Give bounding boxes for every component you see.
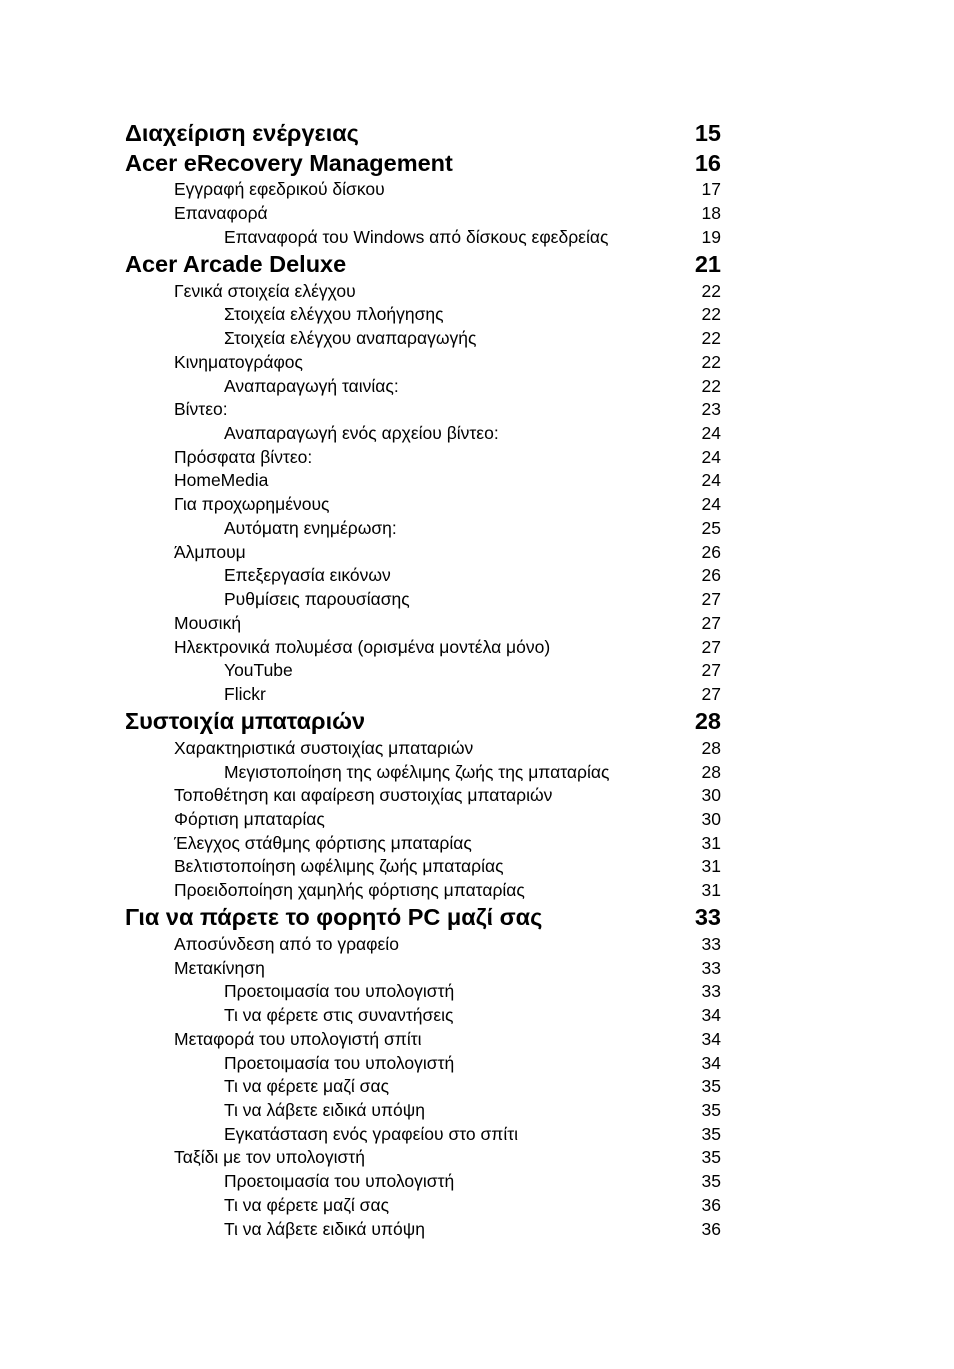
toc-entry-level-2 bbox=[0, 202, 954, 224]
toc-entry-level-3 bbox=[0, 375, 954, 397]
toc-entry-title: Flickr bbox=[224, 684, 266, 704]
toc-entry-page-number: 31 bbox=[701, 856, 721, 876]
toc-entry-page-number: 35 bbox=[701, 1147, 721, 1167]
toc-entry-title: Τι να λάβετε ειδικά υπόψη bbox=[224, 1219, 425, 1239]
toc-entry-page-number: 23 bbox=[701, 399, 721, 419]
toc-entry-page-number: 28 bbox=[701, 738, 721, 758]
toc-entry-page-number: 30 bbox=[701, 809, 721, 829]
toc-entry-page-number: 19 bbox=[701, 227, 721, 247]
toc-entry-level-3 bbox=[0, 761, 954, 783]
toc-entry-title: Εγκατάσταση ενός γραφείου στο σπίτι bbox=[224, 1124, 519, 1144]
toc-entry-page-number: 27 bbox=[701, 589, 721, 609]
toc-entry-page-number: 24 bbox=[701, 447, 721, 467]
toc-entry-page-number: 26 bbox=[701, 542, 721, 562]
toc-entry-level-2 bbox=[0, 612, 954, 634]
toc-entry-level-3 bbox=[0, 303, 954, 325]
toc-entry-page-number: 18 bbox=[701, 203, 721, 223]
toc-entry-page-number: 33 bbox=[701, 981, 721, 1001]
toc-entry-title: Προετοιμασία του υπολογιστή bbox=[224, 981, 455, 1001]
toc-entry-level-3 bbox=[0, 1218, 954, 1240]
toc-entry-level-1 bbox=[0, 119, 954, 147]
toc-entry-title: Αποσύνδεση από το γραφείο bbox=[174, 934, 399, 954]
toc-entry-level-2 bbox=[0, 469, 954, 491]
toc-entry-title: Acer Arcade Deluxe bbox=[125, 251, 347, 277]
toc-entry-page-number: 16 bbox=[694, 150, 721, 176]
toc-entry-page-number: 26 bbox=[701, 565, 721, 585]
toc-entry-page-number: 22 bbox=[701, 304, 721, 324]
toc-entry-page-number: 35 bbox=[701, 1171, 721, 1191]
toc-entry-page-number: 15 bbox=[694, 120, 721, 146]
toc-entry-page-number: 27 bbox=[701, 613, 721, 633]
toc-entry-level-2 bbox=[0, 808, 954, 830]
toc-entry-page-number: 33 bbox=[701, 958, 721, 978]
toc-entry-page-number: 34 bbox=[701, 1005, 721, 1025]
toc-entry-level-2 bbox=[0, 636, 954, 658]
toc-entry-title: Συστοιχία μπαταριών bbox=[125, 708, 366, 734]
toc-entry-title: Επαναφορά bbox=[174, 203, 268, 223]
toc-entry-level-2 bbox=[0, 446, 954, 468]
toc-entry-title: Βίντεο: bbox=[174, 399, 228, 419]
toc-entry-title: Στοιχεία ελέγχου πλοήγησης bbox=[224, 304, 444, 324]
toc-entry-title: Τι να φέρετε μαζί σας bbox=[224, 1195, 390, 1215]
toc-entry-title: Προετοιμασία του υπολογιστή bbox=[224, 1171, 455, 1191]
toc-entry-title: Έλεγχος στάθμης φόρτισης μπαταρίας bbox=[174, 833, 472, 853]
toc-entry-page-number: 35 bbox=[701, 1100, 721, 1120]
toc-entry-level-2 bbox=[0, 541, 954, 563]
toc-entry-level-3 bbox=[0, 517, 954, 539]
toc-entry-level-2 bbox=[0, 784, 954, 806]
toc-entry-level-2 bbox=[0, 933, 954, 955]
toc-entry-level-3 bbox=[0, 588, 954, 610]
toc-entry-title: Τι να φέρετε στις συναντήσεις bbox=[224, 1005, 454, 1025]
toc-entry-page-number: 36 bbox=[701, 1195, 721, 1215]
toc-entry-level-2 bbox=[0, 737, 954, 759]
toc-entry-page-number: 25 bbox=[701, 518, 721, 538]
toc-entry-page-number: 24 bbox=[701, 470, 721, 490]
toc-entry-title: Τι να φέρετε μαζί σας bbox=[224, 1076, 390, 1096]
toc-entry-title: Γενικά στοιχεία ελέγχου bbox=[174, 281, 356, 301]
toc-entry-page-number: 31 bbox=[701, 880, 721, 900]
toc-entry-level-3 bbox=[0, 1170, 954, 1192]
toc-entry-level-1 bbox=[0, 149, 954, 177]
toc-entry-title: Επαναφορά του Windows από δίσκους εφεδρείας bbox=[224, 227, 609, 247]
toc-entry-level-2 bbox=[0, 280, 954, 302]
toc-entry-page-number: 33 bbox=[701, 934, 721, 954]
toc-entry-title: Τι να λάβετε ειδικά υπόψη bbox=[224, 1100, 425, 1120]
toc-entry-level-3 bbox=[0, 1194, 954, 1216]
toc-entry-level-3 bbox=[0, 1004, 954, 1026]
toc-entry-title: Ταξίδι με τον υπολογιστή bbox=[174, 1147, 365, 1167]
toc-entry-level-1 bbox=[0, 903, 954, 931]
toc-entry-level-3 bbox=[0, 683, 954, 705]
toc-entry-title: Βελτιστοποίηση ωφέλιμης ζωής μπαταρίας bbox=[174, 856, 504, 876]
toc-entry-page-number: 33 bbox=[694, 904, 721, 930]
toc-entry-title: Μεταφορά του υπολογιστή σπίτι bbox=[174, 1029, 422, 1049]
toc-entry-level-3 bbox=[0, 659, 954, 681]
toc-entry-page-number: 17 bbox=[701, 179, 721, 199]
toc-entry-level-3 bbox=[0, 1099, 954, 1121]
toc-entry-level-1 bbox=[0, 707, 954, 735]
toc-entry-page-number: 22 bbox=[701, 328, 721, 348]
toc-entry-title: Ρυθμίσεις παρουσίασης bbox=[224, 589, 410, 609]
toc-entry-page-number: 36 bbox=[701, 1219, 721, 1239]
toc-entry-level-2 bbox=[0, 879, 954, 901]
toc-entry-level-3 bbox=[0, 1075, 954, 1097]
toc-entry-title: Διαχείριση ενέργειας bbox=[125, 120, 359, 146]
toc-entry-level-3 bbox=[0, 422, 954, 444]
toc-entry-title: Χαρακτηριστικά συστοιχίας μπαταριών bbox=[174, 738, 474, 758]
toc-entry-page-number: 30 bbox=[701, 785, 721, 805]
toc-entry-title: Πρόσφατα βίντεο: bbox=[174, 447, 313, 467]
toc-entry-level-2 bbox=[0, 493, 954, 515]
toc-entry-title: Στοιχεία ελέγχου αναπαραγωγής bbox=[224, 328, 477, 348]
toc-entry-page-number: 21 bbox=[694, 251, 721, 277]
toc-entry-page-number: 34 bbox=[701, 1053, 721, 1073]
toc-entry-title: Ηλεκτρονικά πολυμέσα (ορισμένα μοντέλα μόνο) bbox=[174, 637, 551, 657]
toc-entry-title: Φόρτιση μπαταρίας bbox=[174, 809, 325, 829]
toc-entry-level-3 bbox=[0, 1123, 954, 1145]
toc-entry-level-2 bbox=[0, 1028, 954, 1050]
toc-entry-title: Προειδοποίηση χαμηλής φόρτισης μπαταρίας bbox=[174, 880, 525, 900]
toc-entry-title: Τοποθέτηση και αφαίρεση συστοιχίας μπαταριών bbox=[174, 785, 553, 805]
toc-entry-level-3 bbox=[0, 564, 954, 586]
toc-entry-title: Κινηματογράφος bbox=[174, 352, 303, 372]
toc-entry-page-number: 22 bbox=[701, 352, 721, 372]
toc-entry-title: Προετοιμασία του υπολογιστή bbox=[224, 1053, 455, 1073]
toc-entry-page-number: 27 bbox=[701, 684, 721, 704]
toc-entry-title: Μουσική bbox=[174, 613, 242, 633]
toc-entry-level-2 bbox=[0, 957, 954, 979]
toc-entry-level-2 bbox=[0, 351, 954, 373]
toc-entry-title: Εγγραφή εφεδρικού δίσκου bbox=[174, 179, 385, 199]
toc-entry-page-number: 28 bbox=[694, 708, 721, 734]
toc-entry-level-2 bbox=[0, 832, 954, 854]
toc-entry-level-3 bbox=[0, 980, 954, 1002]
toc-entry-title: YouTube bbox=[224, 660, 293, 680]
toc-entry-title: Για προχωρημένους bbox=[174, 494, 330, 514]
toc-entry-level-2 bbox=[0, 855, 954, 877]
toc-entry-title: Αναπαραγωγή ταινίας: bbox=[224, 376, 399, 396]
toc-entry-page-number: 35 bbox=[701, 1124, 721, 1144]
toc-entry-title: Αναπαραγωγή ενός αρχείου βίντεο: bbox=[224, 423, 499, 443]
toc-entry-page-number: 22 bbox=[701, 281, 721, 301]
toc-entry-page-number: 24 bbox=[701, 423, 721, 443]
toc-entry-title: HomeMedia bbox=[174, 470, 269, 490]
toc-entry-title: Για να πάρετε το φορητό PC μαζί σας bbox=[125, 904, 543, 930]
toc-entry-page-number: 35 bbox=[701, 1076, 721, 1096]
toc-entry-title: Μετακίνηση bbox=[174, 958, 265, 978]
toc-entry-level-3 bbox=[0, 1052, 954, 1074]
toc-entry-level-3 bbox=[0, 327, 954, 349]
toc-entry-level-2 bbox=[0, 398, 954, 420]
toc-entry-title: Επεξεργασία εικόνων bbox=[224, 565, 391, 585]
toc-entry-title: Μεγιστοποίηση της ωφέλιμης ζωής της μπαταρίας bbox=[224, 762, 610, 782]
toc-entry-page-number: 27 bbox=[701, 637, 721, 657]
toc-entry-level-2 bbox=[0, 1146, 954, 1168]
toc-entry-level-3 bbox=[0, 226, 954, 248]
toc-entry-title: Αυτόματη ενημέρωση: bbox=[224, 518, 397, 538]
toc-entry-title: Acer eRecovery Management bbox=[125, 150, 453, 176]
toc-entry-page-number: 28 bbox=[701, 762, 721, 782]
toc-entry-page-number: 34 bbox=[701, 1029, 721, 1049]
toc-entry-level-1 bbox=[0, 250, 954, 278]
toc-entry-page-number: 22 bbox=[701, 376, 721, 396]
toc-entry-level-2 bbox=[0, 178, 954, 200]
toc-entry-page-number: 24 bbox=[701, 494, 721, 514]
toc-entry-title: Άλμπουμ bbox=[174, 542, 246, 562]
toc-entry-page-number: 27 bbox=[701, 660, 721, 680]
toc-entry-page-number: 31 bbox=[701, 833, 721, 853]
